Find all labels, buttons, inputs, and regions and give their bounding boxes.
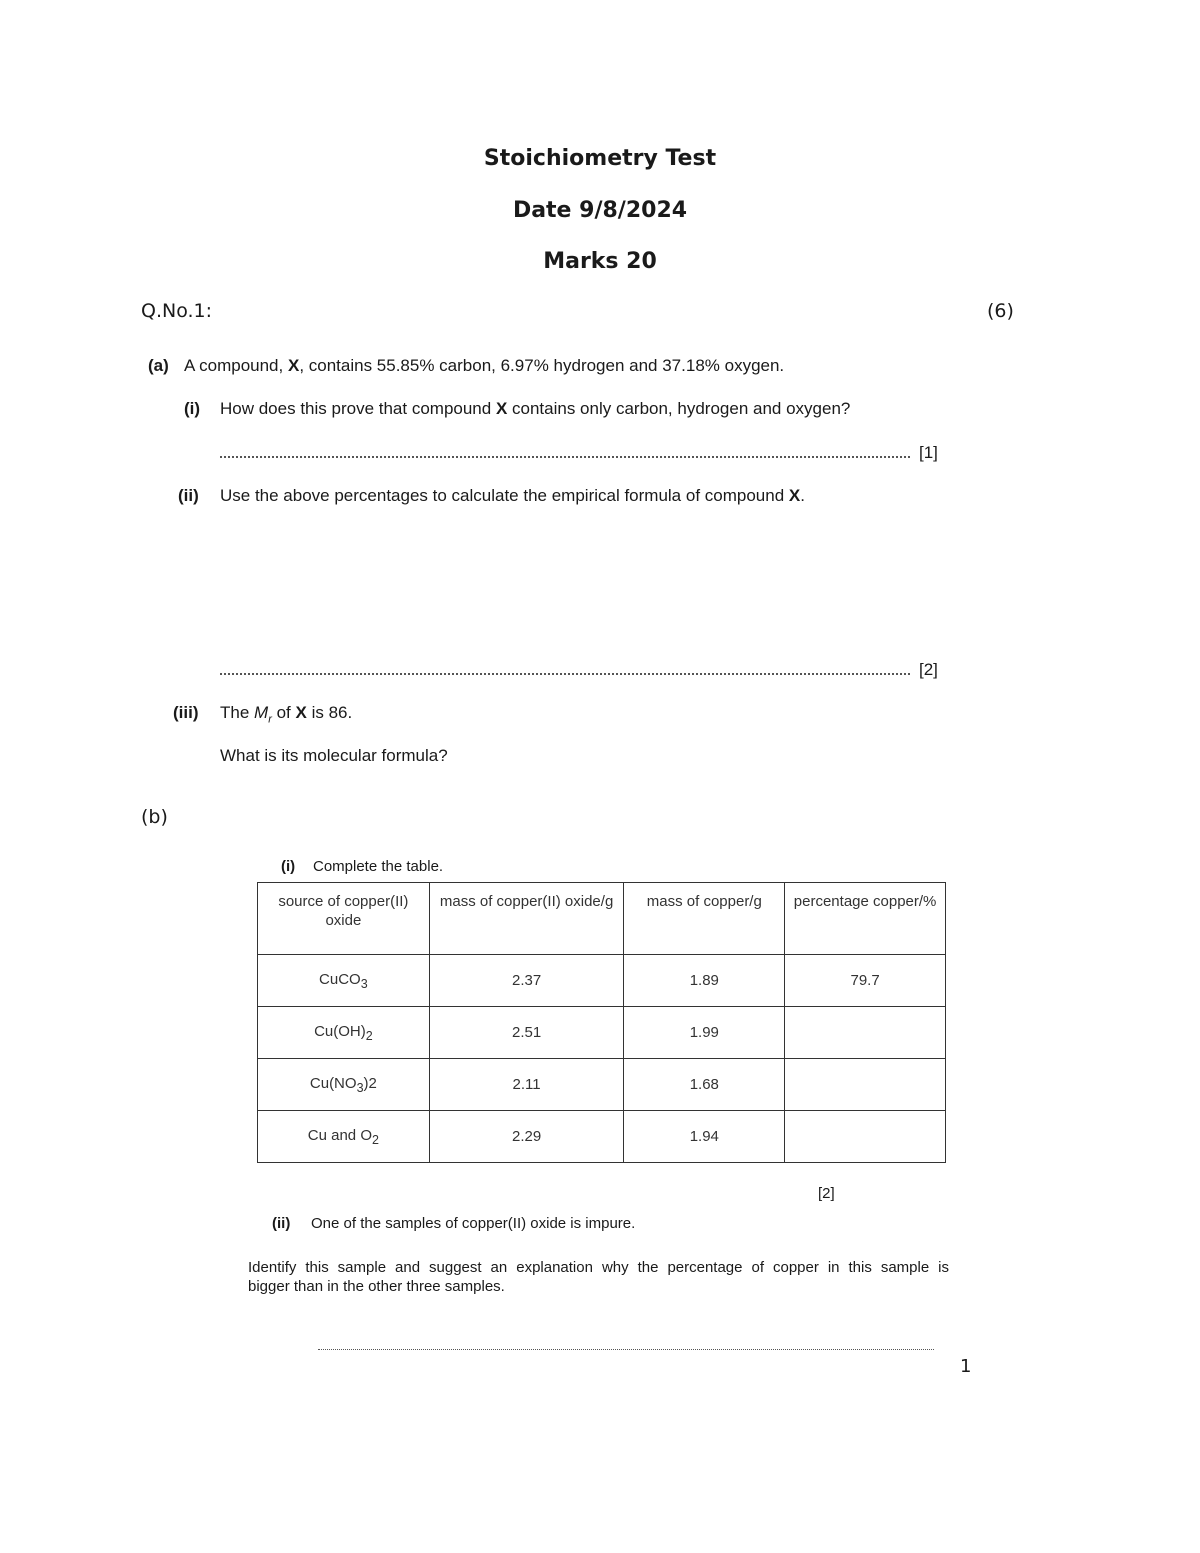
- part-b-label: (b): [141, 806, 168, 828]
- part-b-ii-instruction-line1: Identify this sample and suggest an explanation why the percentage of copper in this sample is: [248, 1259, 949, 1276]
- source-cell: CuCO$_3$: [258, 955, 430, 1007]
- test-date: Date 9/8/2024: [512, 198, 688, 223]
- total-marks: Marks 20: [543, 249, 657, 274]
- source-cell: Cu and $O_2$: [258, 1111, 430, 1163]
- question-marks: (6): [987, 300, 1014, 322]
- copper-mass-cell: 1.94: [624, 1111, 785, 1163]
- answer-line[interactable]: [318, 1349, 934, 1350]
- column-header: mass of copper/g: [624, 883, 785, 955]
- page-number: 1: [960, 1356, 972, 1377]
- part-b-i-label: (i): [281, 858, 296, 875]
- copper-mass-cell: 1.89: [624, 955, 785, 1007]
- oxide-mass-cell: 2.29: [429, 1111, 624, 1163]
- source-cell: $Cu(OH)_2$: [258, 1007, 430, 1059]
- column-header: mass of copper(II) oxide/g: [429, 883, 624, 955]
- source-cell: $Cu(NO_3)2$: [258, 1059, 430, 1111]
- percentage-cell[interactable]: [785, 1059, 946, 1111]
- part-a-stem: A compound, X, contains 55.85% carbon, 6.97% hydrogen and 37.18% oxygen.: [184, 356, 785, 375]
- part-a-i-question: How does this prove that compound X contains only carbon, hydrogen and oxygen?: [220, 399, 851, 418]
- part-b-i-marks: [2]: [818, 1185, 835, 1202]
- part-a-ii-marks: [2]: [919, 660, 938, 679]
- table-row: [258, 955, 946, 1007]
- oxide-mass-cell: 2.11: [429, 1059, 624, 1111]
- part-a-iii-statement: The $M_r$ of X is 86.: [220, 703, 353, 726]
- part-a-ii-label: (ii): [178, 486, 199, 505]
- part-a-ii-question: Use the above percentages to calculate the empirical formula of compound X.: [220, 486, 805, 505]
- page-title: Stoichiometry Test: [483, 146, 717, 171]
- question-number: Q.No.1:: [141, 300, 213, 322]
- table-row: [258, 1111, 946, 1163]
- part-a-label: (a): [148, 356, 169, 375]
- answer-line[interactable]: [220, 456, 910, 458]
- copper-oxide-table: [257, 882, 946, 1163]
- column-header: percentage copper/%: [785, 883, 946, 955]
- percentage-cell[interactable]: [785, 1111, 946, 1163]
- percentage-cell[interactable]: 79.7: [785, 955, 946, 1007]
- table-row: [258, 1059, 946, 1111]
- table-header-row: [258, 883, 946, 955]
- oxide-mass-cell: 2.37: [429, 955, 624, 1007]
- column-header: source of copper(II) oxide: [258, 883, 430, 955]
- part-b-ii-statement: One of the samples of copper(II) oxide is impure.: [311, 1215, 636, 1232]
- table-row: [258, 1007, 946, 1059]
- oxide-mass-cell: 2.51: [429, 1007, 624, 1059]
- part-a-i-label: (i): [184, 399, 201, 418]
- part-b-ii-label: (ii): [272, 1215, 291, 1232]
- part-b-i-instruction: Complete the table.: [313, 858, 444, 875]
- answer-line[interactable]: [220, 673, 910, 675]
- part-b-ii-instruction-line2: bigger than in the other three samples.: [248, 1278, 505, 1295]
- copper-mass-cell: 1.99: [624, 1007, 785, 1059]
- copper-mass-cell: 1.68: [624, 1059, 785, 1111]
- part-a-i-marks: [1]: [919, 443, 938, 462]
- part-a-iii-question: What is its molecular formula?: [220, 746, 448, 765]
- part-a-iii-label: (iii): [173, 703, 199, 722]
- percentage-cell[interactable]: [785, 1007, 946, 1059]
